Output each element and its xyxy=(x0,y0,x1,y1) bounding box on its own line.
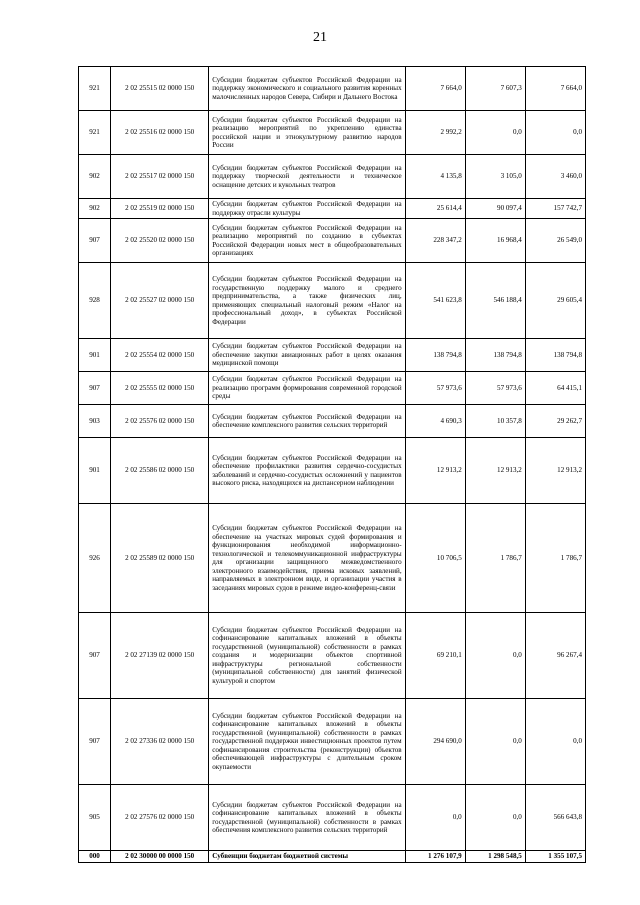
budget-code-cell: 2 02 27576 02 0000 150 xyxy=(111,785,209,851)
budget-code-cell: 2 02 25517 02 0000 150 xyxy=(111,155,209,199)
amount-year1-cell: 69 210,1 xyxy=(405,613,465,699)
budget-code-cell: 2 02 25527 02 0000 150 xyxy=(111,263,209,339)
amount-year1-cell: 2 992,2 xyxy=(405,111,465,155)
table-row xyxy=(79,111,586,155)
amount-year1-cell: 7 664,0 xyxy=(405,67,465,111)
page-number: 21 xyxy=(313,30,327,45)
amount-year3-cell: 96 267,4 xyxy=(525,613,585,699)
budget-code-cell: 2 02 25520 02 0000 150 xyxy=(111,219,209,263)
admin-code-cell: 907 xyxy=(79,372,111,405)
table-row xyxy=(79,438,586,504)
budget-table xyxy=(78,66,586,863)
amount-year3-cell: 0,0 xyxy=(525,699,585,785)
amount-year3-cell: 1 786,7 xyxy=(525,504,585,613)
amount-year3-cell: 157 742,7 xyxy=(525,199,585,219)
table-row xyxy=(79,699,586,785)
amount-year2-cell: 0,0 xyxy=(465,613,525,699)
amount-year1-cell: 10 706,5 xyxy=(405,504,465,613)
amount-year2-cell: 12 913,2 xyxy=(465,438,525,504)
admin-code-cell: 903 xyxy=(79,405,111,438)
amount-year3-cell: 29 605,4 xyxy=(525,263,585,339)
income-name-cell: Субсидии бюджетам субъектов Российской Федерации на обеспечение комплексного развития сельских территорий xyxy=(209,405,405,438)
budget-code-cell: 2 02 25519 02 0000 150 xyxy=(111,199,209,219)
amount-year2-cell: 90 097,4 xyxy=(465,199,525,219)
budget-code-cell: 2 02 25586 02 0000 150 xyxy=(111,438,209,504)
amount-year1-cell: 4 135,8 xyxy=(405,155,465,199)
amount-year2-cell: 57 973,6 xyxy=(465,372,525,405)
amount-year1-cell: 294 690,0 xyxy=(405,699,465,785)
amount-year2-cell: 1 786,7 xyxy=(465,504,525,613)
amount-year2-cell: 1 298 548,5 xyxy=(465,851,525,863)
admin-code-cell: 901 xyxy=(79,339,111,372)
admin-code-cell: 902 xyxy=(79,199,111,219)
admin-code-cell: 921 xyxy=(79,67,111,111)
table-row xyxy=(79,67,586,111)
income-name-cell: Субсидии бюджетам субъектов Российской Федерации на обеспечение закупки авиационных работ в целях оказания медицинской помощи xyxy=(209,339,405,372)
amount-year1-cell: 228 347,2 xyxy=(405,219,465,263)
budget-code-cell: 2 02 25555 02 0000 150 xyxy=(111,372,209,405)
income-name-cell: Субсидии бюджетам субъектов Российской Федерации на реализацию мероприятий по укреплению единства российской нации и этнокультурному развитию народов России xyxy=(209,111,405,155)
amount-year1-cell: 1 276 107,9 xyxy=(405,851,465,863)
budget-table-body xyxy=(79,67,586,863)
budget-code-cell: 2 02 30000 00 0000 150 xyxy=(111,851,209,863)
budget-code-cell: 2 02 27336 02 0000 150 xyxy=(111,699,209,785)
amount-year3-cell: 138 794,8 xyxy=(525,339,585,372)
amount-year2-cell: 0,0 xyxy=(465,785,525,851)
table-row xyxy=(79,613,586,699)
admin-code-cell: 928 xyxy=(79,263,111,339)
admin-code-cell: 921 xyxy=(79,111,111,155)
table-row xyxy=(79,785,586,851)
income-name-cell: Субсидии бюджетам субъектов Российской Федерации на обеспечение на участках мировых судей формирования и функционирования необходимой информационно-технологической и телекоммуникационной инфраструктуры для организации защищенного межведомственного электронного взаимодействия, приема исковых заявлений, направляемых в электронном виде, и организации участия в заседаниях мировых судов в режиме видео-конференц-связи xyxy=(209,504,405,613)
budget-code-cell: 2 02 25589 02 0000 150 xyxy=(111,504,209,613)
income-name-cell: Субсидии бюджетам субъектов Российской Федерации на реализацию программ формирования современной городской среды xyxy=(209,372,405,405)
budget-code-cell: 2 02 25554 02 0000 150 xyxy=(111,339,209,372)
amount-year3-cell: 3 460,0 xyxy=(525,155,585,199)
amount-year3-cell: 566 643,8 xyxy=(525,785,585,851)
amount-year1-cell: 0,0 xyxy=(405,785,465,851)
table-row xyxy=(79,372,586,405)
table-row xyxy=(79,504,586,613)
income-name-cell: Субсидии бюджетам субъектов Российской Федерации на обеспечение профилактики развития сердечно-сосудистых заболеваний и сердечно-сосудистых осложнений у пациентов высокого риска, находящихся на диспансерном наблюдении xyxy=(209,438,405,504)
amount-year2-cell: 546 188,4 xyxy=(465,263,525,339)
income-name-cell: Субсидии бюджетам субъектов Российской Федерации на реализацию мероприятий по созданию в субъектах Российской Федерации новых мест в общеобразовательных организациях xyxy=(209,219,405,263)
income-name-cell: Субсидии бюджетам субъектов Российской Федерации на поддержку отрасли культуры xyxy=(209,199,405,219)
income-name-cell: Субсидии бюджетам субъектов Российской Федерации на государственную поддержку малого и среднего предпринимательства, а также физических лиц, применяющих специальный налоговый режим «Налог на профессиональный доход», в субъектах Российской Федерации xyxy=(209,263,405,339)
table-row xyxy=(79,199,586,219)
amount-year2-cell: 10 357,8 xyxy=(465,405,525,438)
amount-year2-cell: 3 105,0 xyxy=(465,155,525,199)
income-name-cell: Субсидии бюджетам субъектов Российской Федерации на софинансирование капитальных вложений в объекты государственной (муниципальной) собственности в рамках обеспечения комплексного развития сельских территорий xyxy=(209,785,405,851)
admin-code-cell: 907 xyxy=(79,699,111,785)
amount-year1-cell: 4 690,3 xyxy=(405,405,465,438)
amount-year3-cell: 64 415,1 xyxy=(525,372,585,405)
table-row xyxy=(79,339,586,372)
amount-year3-cell: 1 355 107,5 xyxy=(525,851,585,863)
amount-year3-cell: 7 664,0 xyxy=(525,67,585,111)
table-row xyxy=(79,405,586,438)
amount-year3-cell: 29 262,7 xyxy=(525,405,585,438)
amount-year3-cell: 12 913,2 xyxy=(525,438,585,504)
budget-code-cell: 2 02 27139 02 0000 150 xyxy=(111,613,209,699)
amount-year2-cell: 7 607,3 xyxy=(465,67,525,111)
amount-year1-cell: 541 623,8 xyxy=(405,263,465,339)
admin-code-cell: 901 xyxy=(79,438,111,504)
amount-year1-cell: 57 973,6 xyxy=(405,372,465,405)
amount-year3-cell: 26 549,0 xyxy=(525,219,585,263)
budget-code-cell: 2 02 25576 02 0000 150 xyxy=(111,405,209,438)
income-name-cell: Субсидии бюджетам субъектов Российской Федерации на поддержку творческой деятельности и техническое оснащение детских и кукольных театров xyxy=(209,155,405,199)
admin-code-cell: 907 xyxy=(79,613,111,699)
amount-year3-cell: 0,0 xyxy=(525,111,585,155)
amount-year2-cell: 0,0 xyxy=(465,111,525,155)
budget-code-cell: 2 02 25516 02 0000 150 xyxy=(111,111,209,155)
total-row xyxy=(79,851,586,863)
table-row xyxy=(79,219,586,263)
admin-code-cell: 907 xyxy=(79,219,111,263)
amount-year1-cell: 138 794,8 xyxy=(405,339,465,372)
table-row xyxy=(79,263,586,339)
admin-code-cell: 000 xyxy=(79,851,111,863)
amount-year2-cell: 16 968,4 xyxy=(465,219,525,263)
admin-code-cell: 905 xyxy=(79,785,111,851)
amount-year2-cell: 138 794,8 xyxy=(465,339,525,372)
income-name-cell: Субвенции бюджетам бюджетной системы xyxy=(209,851,405,863)
budget-code-cell: 2 02 25515 02 0000 150 xyxy=(111,67,209,111)
income-name-cell: Субсидии бюджетам субъектов Российской Федерации на поддержку экономического и социального развития коренных малочисленных народов Севера, Сибири и Дальнего Востока xyxy=(209,67,405,111)
admin-code-cell: 926 xyxy=(79,504,111,613)
income-name-cell: Субсидии бюджетам субъектов Российской Федерации на софинансирование капитальных вложений в объекты государственной (муниципальной) собственности в рамках государственной поддержки инвестиционных проектов путем софинансирования строительства (реконструкции) объектов обеспечивающей инфраструктуры с длительным сроком окупаемости xyxy=(209,699,405,785)
admin-code-cell: 902 xyxy=(79,155,111,199)
income-name-cell: Субсидии бюджетам субъектов Российской Федерации на софинансирование капитальных вложений в объекты государственной (муниципальной) собственности в рамках создания и модернизации объектов спортивной инфраструктуры региональной собственности (муниципальной собственности) для занятий физической культурой и спортом xyxy=(209,613,405,699)
amount-year1-cell: 12 913,2 xyxy=(405,438,465,504)
amount-year2-cell: 0,0 xyxy=(465,699,525,785)
amount-year1-cell: 25 614,4 xyxy=(405,199,465,219)
table-row xyxy=(79,155,586,199)
